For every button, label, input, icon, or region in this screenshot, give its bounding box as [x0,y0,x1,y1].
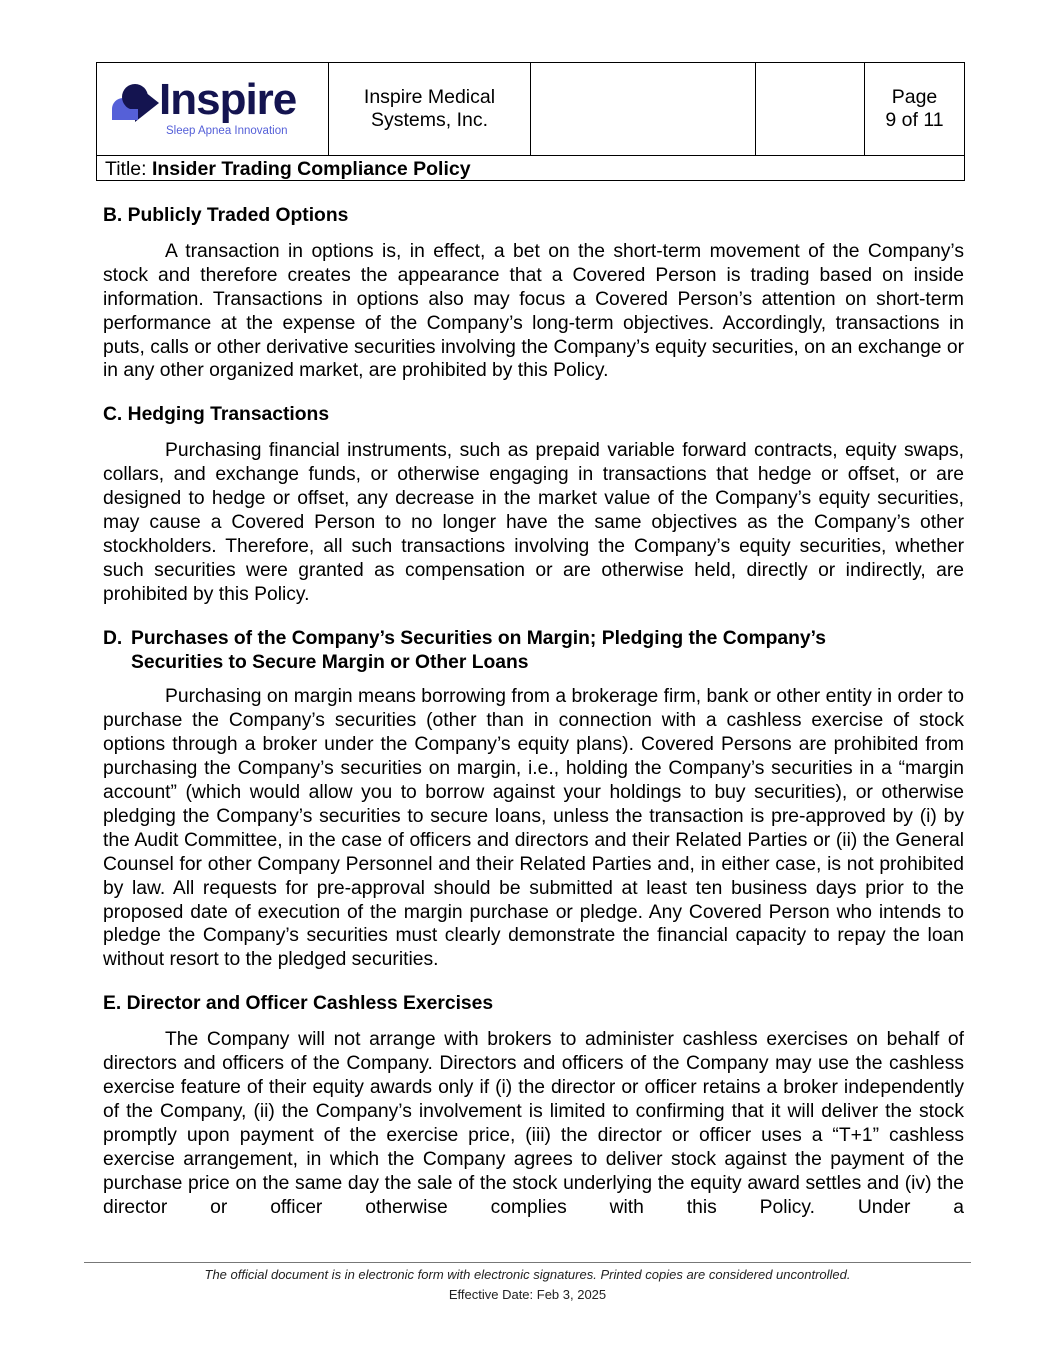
inspire-logo [109,75,309,145]
footer-effective-date: Effective Date: Feb 3, 2025 [448,1287,607,1302]
page-number-cell [865,63,964,155]
section-paragraph: The Company will not arrange with brokers to administer cashless exercises on behalf of directors and officers of the Company. Directors and officers of the Company may use the cashless exercise feature of their equity awards only if (i) the director or officer retains a broker independently of the Company, (ii) the Company’s involvement is limited to confirming that it will deliver the stock promptly upon payment of the exercise price, (iii) the director or officer uses a “T+1” cashless exercise arrangement, in which the Company agrees to deliver stock against the payment of the purchase price on the same day the sale of the stock underlying the equity award settles and (iv) the director or officer otherwise complies with this Policy. Under a [103,1029,964,1218]
section-heading-text: Purchases of the Company’s Securities on Margin; Pledging the Company’s Securities to Secure Margin or Other Loans [131,627,826,673]
header-row [97,63,964,156]
section-paragraph: Purchasing on margin means borrowing from a brokerage firm, bank or other entity in order to purchase the Company’s securities (other than in connection with a cashless exercise of stock options through a broker under the Company’s equity plans). Covered Persons are prohibited from purchasing the Company’s securities on margin, i.e., holding the Company’s securities in a “margin account” (which would allow you to borrow against your holdings to buy securities), or otherwise pledging the Company’s securities to secure loans, unless the transaction is pre-approved by (i) by the Audit Committee, in the case of officers and directors and their Related Parties or (ii) the General Counsel for other Company Personnel and their Related Parties and, in either case, is not prohibited by law. All requests for pre-approval should be submitted at least ten business days prior to the proposed date of execution of the margin purchase or pledge. Any Covered Person who intends to pledge the Company’s securities must clearly demonstrate the financial capacity to repay the loan without resort to the pledged securities. [103,686,964,971]
footer-divider [84,1262,971,1263]
section-paragraph: Purchasing financial instruments, such as prepaid variable forward contracts, equity swaps, collars, and exchange funds, or otherwise engaging in transactions that hedge or offset, or are designed to hedge or offset, any decrease in the market value of the Company’s equity securities, may cause a Covered Person to no longer have the same objectives as the Company’s other stockholders. Therefore, all such transactions involving the Company’s equity securities, whether such securities were granted as compensation or are otherwise held, directly or indirectly, are prohibited by this Policy. [103,440,964,605]
document-title: Insider Trading Compliance Policy [151,158,471,180]
document-header [96,62,965,181]
blank-cell-1 [531,63,756,155]
section-heading: C. Hedging Transactions [103,404,330,426]
section-e [103,992,964,1219]
document-title-row [105,158,471,180]
cloud-icon [109,83,161,123]
logo-tagline: Sleep Apnea Innovation [166,125,288,137]
section-heading-label: D. [103,627,123,649]
section-heading [103,627,964,675]
section-d [103,627,964,973]
company-name-line2: Systems, Inc. [370,109,489,131]
section-c [103,403,964,606]
section-b [103,204,964,383]
page-number: 9 of 11 [885,109,944,131]
company-cell [329,63,531,155]
document-body [103,204,964,1239]
section-heading: B. Publicly Traded Options [103,205,349,226]
page-label: Page [891,86,938,108]
company-name-line1: Inspire Medical [363,86,496,108]
blank-cell-2 [756,63,865,155]
footer-notice: The official document is in electronic form with electronic signatures. Printed copies are considered uncontrolled. [204,1267,851,1282]
section-heading: E. Director and Officer Cashless Exercises [103,993,494,1015]
section-paragraph: A transaction in options is, in effect, a bet on the short-term movement of the Company’s stock and therefore creates the appearance that a Covered Person is trading based on inside information. Transactions in options also may focus a Covered Person’s attention on short-term performance at the expense of the Company’s long-term objectives. Accordingly, transactions in puts, calls or other derivative securities involving the Company’s equity securities, on an exchange or in any other organized market, are prohibited by this Policy. [103,240,964,382]
title-label: Title: [105,158,147,180]
logo-cell [97,63,329,155]
logo-wordmark: Inspire [159,75,297,124]
